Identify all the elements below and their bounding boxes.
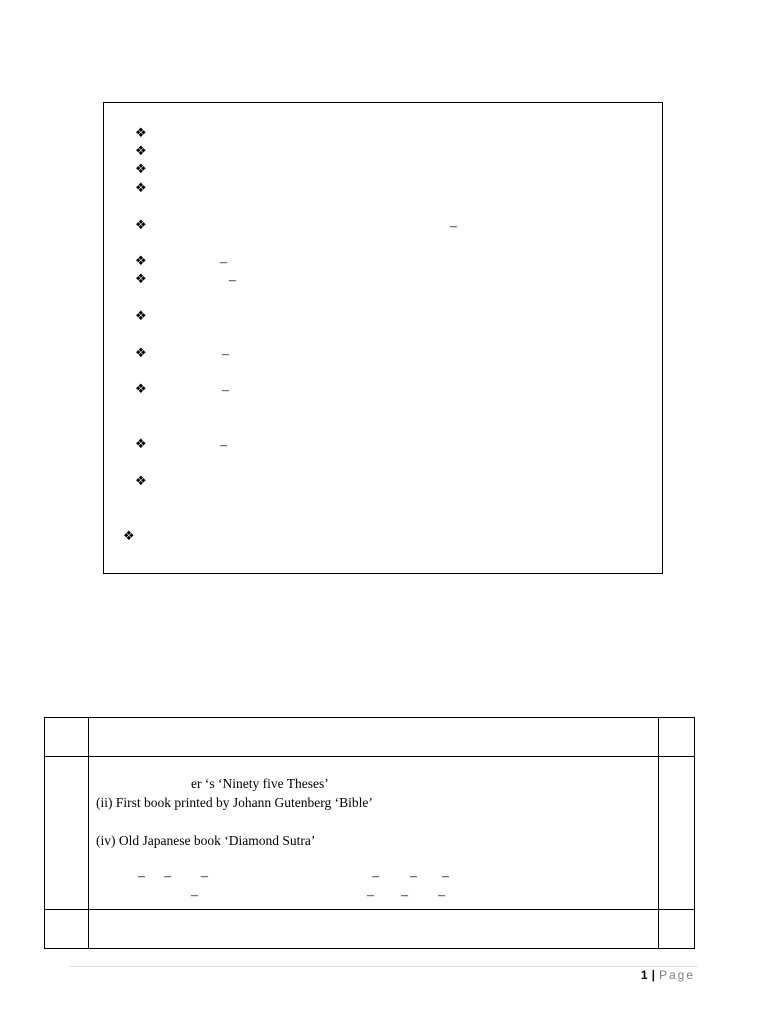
dash-mark: – bbox=[201, 869, 208, 884]
page-footer bbox=[641, 968, 695, 982]
table-cell-line: (iv) Old Japanese book ‘Diamond Sutra’ bbox=[96, 833, 316, 848]
page-label: Page bbox=[658, 968, 695, 982]
dash-mark: – bbox=[367, 888, 374, 903]
page-number: 1 bbox=[640, 968, 648, 982]
dash-mark: – bbox=[220, 255, 227, 270]
table-column-divider bbox=[88, 718, 89, 948]
bullet-icon: ❖ bbox=[135, 126, 147, 141]
footer-separator: | bbox=[651, 968, 655, 982]
dash-mark: – bbox=[220, 438, 227, 453]
dash-mark: – bbox=[438, 888, 445, 903]
table-cell-line: er ‘s ‘Ninety five Theses’ bbox=[191, 776, 329, 791]
dash-mark: – bbox=[222, 347, 229, 362]
table-cell-line: (ii) First book printed by Johann Gutenberg ‘Bible’ bbox=[96, 795, 373, 810]
footer-rule bbox=[68, 966, 698, 967]
table-column-divider bbox=[658, 718, 659, 948]
dash-mark: – bbox=[450, 219, 457, 234]
dash-mark: – bbox=[229, 273, 236, 288]
bullet-icon: ❖ bbox=[135, 437, 147, 452]
bullet-icon: ❖ bbox=[135, 346, 147, 361]
answer-table bbox=[44, 717, 695, 949]
bullet-list-box bbox=[103, 102, 663, 574]
bullet-icon: ❖ bbox=[135, 218, 147, 233]
bullet-icon: ❖ bbox=[135, 272, 147, 287]
bullet-icon: ❖ bbox=[135, 162, 147, 177]
dash-mark: – bbox=[401, 888, 408, 903]
dash-mark: – bbox=[222, 383, 229, 398]
dash-mark: – bbox=[410, 869, 417, 884]
dash-mark: – bbox=[164, 869, 171, 884]
bullet-icon: ❖ bbox=[135, 474, 147, 489]
bullet-icon: ❖ bbox=[135, 144, 147, 159]
dash-mark: – bbox=[191, 888, 198, 903]
dash-mark: – bbox=[138, 869, 145, 884]
table-row-divider bbox=[45, 756, 694, 757]
bullet-icon: ❖ bbox=[123, 529, 135, 544]
dash-mark: – bbox=[372, 869, 379, 884]
bullet-icon: ❖ bbox=[135, 382, 147, 397]
bullet-icon: ❖ bbox=[135, 181, 147, 196]
table-row-divider bbox=[45, 909, 694, 910]
bullet-icon: ❖ bbox=[135, 309, 147, 324]
bullet-icon: ❖ bbox=[135, 254, 147, 269]
dash-mark: – bbox=[442, 869, 449, 884]
